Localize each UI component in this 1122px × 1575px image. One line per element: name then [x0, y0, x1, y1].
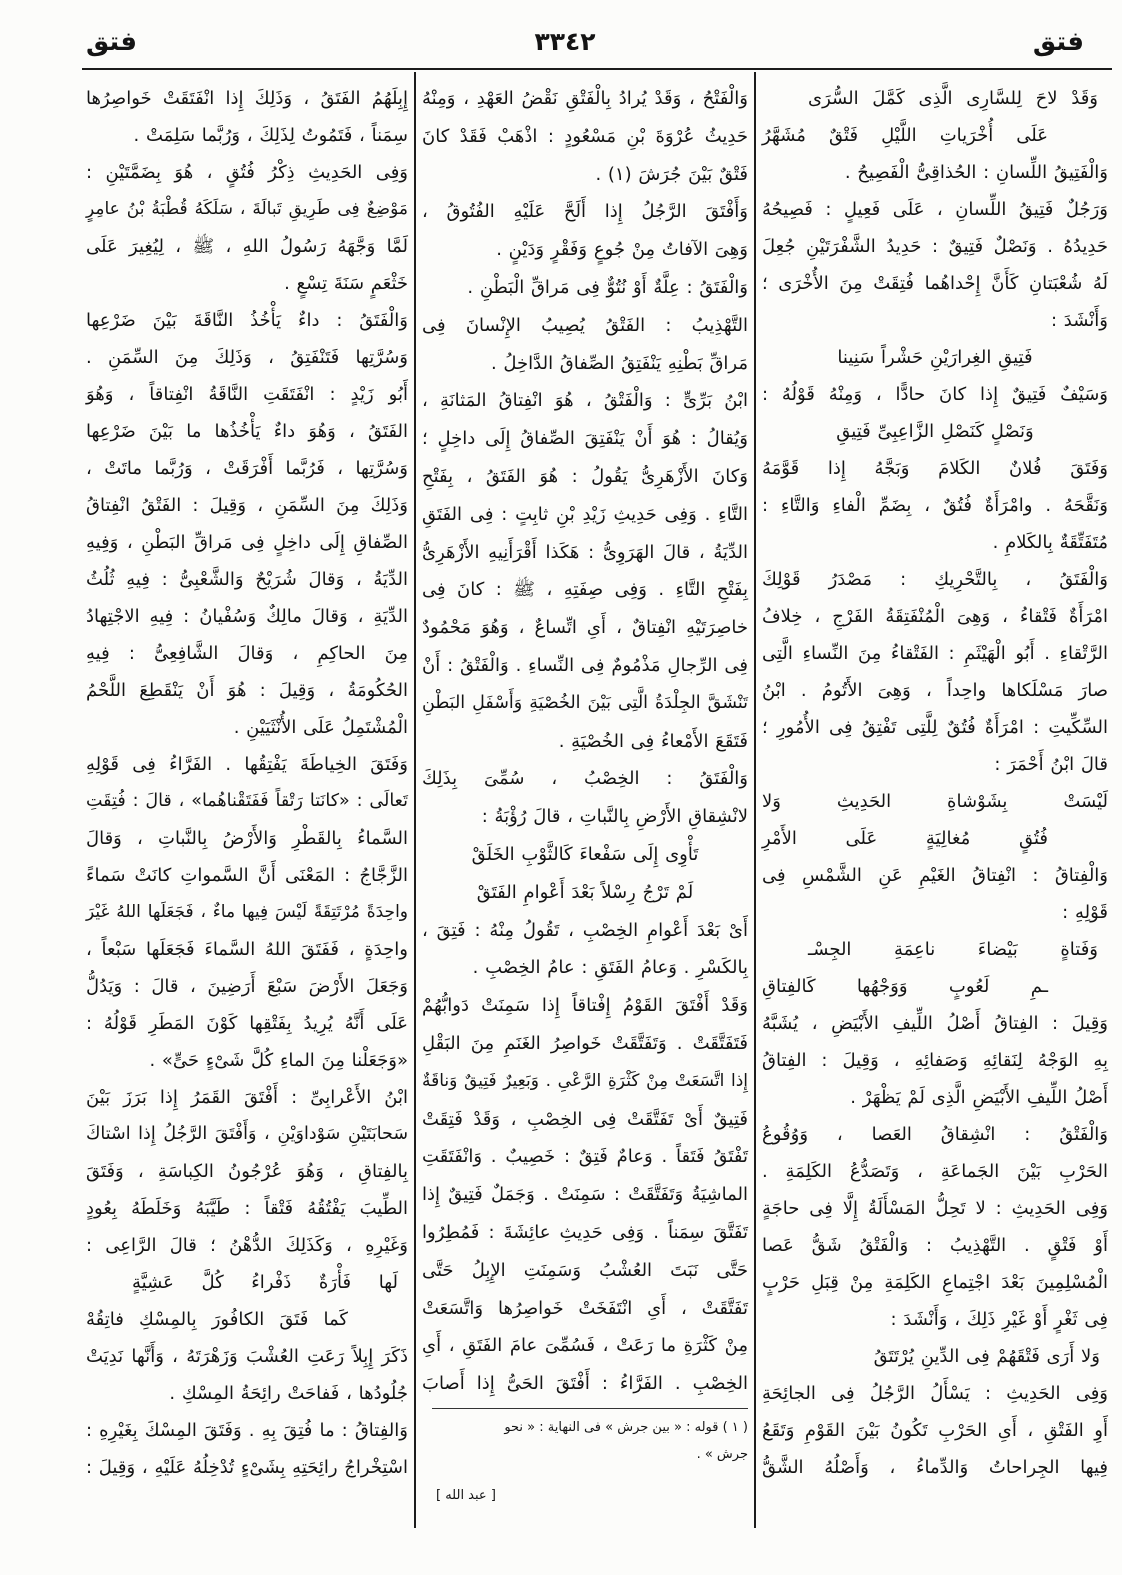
middle-column [422, 80, 748, 1403]
right-column-line: وَأَنْشَدَ : [1051, 310, 1108, 331]
footnote-rule [432, 1408, 748, 1409]
left-column-line: خَثْعَمٍ سَنَةَ تِسْعٍ . [284, 273, 408, 294]
middle-column-line: التَّاءِ . وَفِى حَدِيثِ زَيْدِ بْنِ ثابِتٍ : فِى الفَتَقِ [422, 503, 748, 525]
right-column-line: لَيْسَتْ بِشَوْشاةِ الحَدِيثِ وَلا [762, 791, 1108, 812]
middle-column-line: فَتَقَعَ الأَمْعاءُ فِى الخُصْيَةِ . [558, 730, 748, 752]
left-column-line: اسْتِخْراجُ رائِحَتِهِ بِشَىْءٍ تُدْخِلُهُ عَلَيْهِ ، وَقِيلَ : [86, 1457, 408, 1478]
middle-column-line: حَتَّى نَبَتَ العُشْبُ وَسَمِنَتِ الإِبِلُ حَتَّى [422, 1259, 748, 1281]
right-column-line: قالَ ابْنُ أَحْمَرَ : [994, 754, 1108, 775]
middle-column-line: وَهِىَ الآفاتُ مِنْ جُوعٍ وَفَقْرٍ وَدَيْنٍ . [496, 239, 748, 261]
left-column-line: جُلُودُها ، فَفاحَتْ رائِحَةُ المِسْكِ . [169, 1383, 408, 1404]
footnote [430, 1414, 748, 1468]
header-keyword-left: فتق [86, 27, 138, 57]
left-column-line: الْمُشْتَمِلُ عَلَى الأُنْثَيَيْنِ . [233, 717, 408, 738]
left-column-line: وَغَيْرِهِ ، وَكَذَلِكَ الدُّهْنُ ؛ قالَ الرَّاعِى : [86, 1235, 408, 1256]
left-column-line: وَالفِتاقُ : ما فُتِقَ بِهِ . وَفَتَقَ المِسْكَ بِغَيْرِهِ : [86, 1420, 408, 1441]
right-column-line: أَوْ فَتْقٍ . التَّهْذِيبُ : وَالْفَتْقُ شَقُّ عَصا [762, 1235, 1108, 1256]
page-number: ٣٣٤٢ [534, 27, 596, 56]
left-column-line: كَما فَتَقَ الكافُورَ بِالمِسْكِ فاتِقُهْ [86, 1309, 348, 1330]
right-column-line: وَالْفَتِيقُ اللِّسانِ : الحُذاقِىُّ الْفَصِيحُ . [844, 162, 1108, 183]
footnote-line: جرش » . [696, 1447, 748, 1462]
left-column-line: عَلَى أَنَّهُ يُرِيدُ بِفَتْقِها كَوْنَ المَطَرِ قَوْلُهُ : [86, 1013, 408, 1034]
right-column-line: وَفَتَقَ فُلانٌ الكَلامَ وَبَجَّهُ إِذا قَوَّمَهُ [762, 458, 1108, 479]
left-column-line: الدِّيَةِ ، وَقالَ مالِكٌ وَسُفْيانُ : فِيهِ الاجْتِهادُ [86, 606, 408, 627]
footnote-line: ( ١ ) قوله : « بين جرش » فى النهاية : « نحو [504, 1420, 748, 1435]
right-column-line: وَلا أَرَى فَتْقَهُمْ فِى الدِّينِ يُرْتَتَقُ [873, 1346, 1100, 1367]
right-column-line: مُتَفَتِّقَةٌ بِالكَلامِ . [992, 532, 1108, 553]
right-column-line: وَقِيلَ : الفِتاقُ أَصْلُ اللِّيفِ الأَبْيَضِ ، يُشَبَّهُ [762, 1013, 1108, 1034]
left-column-line: ابْنُ الأَعْرابِىِّ : أَفْتَقَ القَمَرُ إِذا بَرَزَ بَيْنَ [86, 1087, 408, 1108]
middle-column-line: فَتْقٌ بَيْنَ جُرَشَ (١) . [595, 163, 748, 185]
right-column-line: وَرَجُلٌ فَتِيقُ اللِّسانِ ، عَلَى فَعِيلٍ : فَصِيحُهُ [762, 199, 1108, 220]
left-column-line: مِنَ الحاكِمِ ، وَقالَ الشَّافِعِىُّ : فِيهِ [86, 643, 408, 664]
right-column-line: فِيها الجِراحاتُ وَالدِّماءُ ، وَأَصْلُهُ الشَّقُّ [762, 1457, 1108, 1478]
middle-column-line: الخِصْبِ . الفَرَّاءُ : أَفْتَقَ الحَىُّ إِذا أَصابَ [422, 1373, 748, 1395]
left-column-line: «وَجَعَلْنا مِنَ الماءِ كُلَّ شَىْءٍ حَىٍّ» . [149, 1050, 408, 1071]
middle-column-line: وَكانَ الأَزْهَرِىُّ يَقُولُ : هُوَ الفَتَقُ ، بِفَتْحِ [422, 465, 748, 487]
right-column-line: وَنَقَّحَهُ . وامْرَأَةٌ فُتُقٌ ، بِضَمِّ الْفاءِ وَالتَّاءِ : [762, 495, 1108, 516]
left-column-line: الصِّفاقِ إِلَى داخِلٍ فِى مَراقِّ البَطْنِ ، وَفِيهِ [86, 532, 408, 553]
middle-column-line: خاصِرَتَيْهِ انْفِتاقٌ ، أَىِ اتِّساعٌ ، وَهُوَ مَحْمُودٌ [422, 617, 748, 639]
middle-column-line: تَفْتَقُ فَتَقاً . وَعامٌ فَتِقٌ : خَصِيبٌ . وَانْفَتَقَتِ [422, 1146, 748, 1168]
right-column-line: الحَرْبِ بَيْنَ الجَماعَةِ ، وَتَصَدُّعُ الكَلِمَةِ . [762, 1161, 1108, 1182]
right-column-line: الرَّتْقاءِ . أَبُو الْهَيْثَمِ : الفَتْقاءُ مِنَ النِّساءِ الَّتِى [762, 643, 1108, 664]
left-column-line: الحُكُومَةُ ، وَقِيلَ : هُوَ أَنْ يَنْقَطِعَ اللَّحْمُ [86, 680, 408, 701]
right-column-line: بِهِ الوَجْهُ لِنَقائِهِ وَصَفائِهِ ، وَقِيلَ : الفِتاقُ [762, 1050, 1108, 1071]
middle-column-line: وَالْفَتْحُ ، وَقَدْ يُرادُ بِالْفَتْقِ نَقْضُ العَهْدِ ، وَمِنْهُ [422, 88, 748, 109]
middle-column-line: تَنْشَقَّ الجِلْدَةُ الَّتِى بَيْنَ الخُصْيَةِ وَأَسْفَلِ البَطْنِ [422, 692, 748, 713]
left-column-line: السَّماءُ بِالقَطْرِ وَالأَرْضُ بِالنَّباتِ ، وَقالَ [86, 828, 408, 849]
right-column-line: قَوْلِهِ : [1062, 902, 1108, 923]
middle-column-line: بِالكَسْرِ . وَعامُ الفَتَقِ : عامُ الخِصْبِ . [472, 957, 748, 979]
right-column-line: وَقَدْ لاحَ لِلسَّارِى الَّذِى كَمَّلَ السُّرَى [808, 88, 1098, 109]
right-column-line: ـمِ لَعُوبٍ وَوَجْهُها كَالفِتاقِ [762, 976, 1048, 997]
middle-column-line: الدِّيَةُ ، قالَ الهَرَوِىُّ : هَكَذا أَقْرَأَنِيهِ الأَزْهَرِىُّ [422, 541, 748, 563]
left-column-line: وَذَلِكَ مِنَ السِّمَنِ ، وَقِيلَ : الفَتْقُ انْفِتاقُ [86, 495, 408, 516]
left-column-line: إِبِلَهُمُ الفَتَقُ ، وَذَلِكَ إِذا انْفَتَقَتْ خَواصِرُها [86, 88, 408, 109]
right-column-line: وَفِى الحَدِيثِ : يَسْأَلُ الرَّجُلُ فِى الجائِحَةِ [762, 1383, 1108, 1404]
middle-column-line: لَمْ تَرْجُ رِسْلاً بَعْدَ أَعْوامِ الفَتَقْ [476, 881, 694, 903]
left-column-line: الطِّيبَ يَفْتُقُهُ فَتْقاً : طَيَّبَهُ وَخَلَطَهُ بِعُودٍ [86, 1198, 408, 1219]
middle-column-line: فَتِيقٌ أَىْ تَفَتَّقَتْ فِى الخِصْبِ ، وَقَدْ فَتِقَتْ [422, 1108, 748, 1130]
right-column-line: أَصْلُ اللِّيفِ الأَبْيَضِ الَّذِى لَمْ يَظْهَرْ . [850, 1087, 1108, 1108]
right-column-line: لَهُ شُعْبَتانِ كَأَنَّ إِحْداهُما فُتِقَتْ مِنَ الأُخْرَى ؛ [762, 273, 1108, 294]
middle-column-line: تَفَتَّقَتْ ، أَىِ انْتَفَخَتْ خَواصِرُها وَاتَّسَعَتْ [422, 1297, 748, 1319]
left-column-line: واحِدَةً مُرْتَتِقَةً لَيْسَ فِيها ماءٌ ، فَجَعَلَها اللهُ غَيْرَ [86, 902, 408, 922]
left-column-line: أَبُو زَيْدٍ : انْفَتَقَتِ النَّاقَةُ انْفِتاقاً ، وَهُوَ [86, 384, 408, 405]
header-rule [82, 68, 1112, 70]
middle-column-line: وَالْفَتَقُ : الخِصْبُ ، سُمِّىَ بِذَلِكَ [422, 768, 748, 790]
middle-column-line: وَيُقالُ : هُوَ أَنْ يَنْفَتِقَ الصِّفاقُ إِلَى داخِلٍ ؛ [422, 428, 748, 450]
left-column-line: لَها فَأْرَةٌ ذَفْراءُ كُلَّ عَشِيَّةٍ [132, 1272, 398, 1293]
right-column-line: وَالْفِتاقُ : انْفِتاقُ الغَيْمِ عَنِ الشَّمْسِ فِى [762, 865, 1108, 886]
left-column-line: ذَكَرَ إِبِلاً رَعَتِ العُشْبَ وَزَهْرَتَهُ ، وَأَنَّها نَدِيَتْ [86, 1346, 408, 1367]
middle-column-line: التَّهْذِيبُ : الفَتْقُ يُصِيبُ الإِنْسانَ فِى [422, 314, 748, 336]
right-column-line: عَلَى أُخْرَياتِ اللَّيْلِ فَتْقٌ مُشَهَّرُ [762, 125, 1048, 146]
right-column-line: صارَ مَسْلَكاها واحِداً ، وَهِىَ الأَتُومُ . ابْنُ [762, 680, 1108, 701]
left-column-line: سِمَناً ، فَتَمُوتُ لِذَلِكَ ، وَرُبَّما سَلِمَتْ . [133, 125, 408, 146]
right-column-line: فَتِيقِ الغِرارَيْنِ حَشْراً سَنِينا [837, 347, 1033, 368]
left-column-line: لَمَّا وَجَّهَهُ رَسُولُ اللهِ ، ﷺ ، لِيُغِيرَ عَلَى [86, 236, 408, 257]
middle-column-line: فَتَفَتَّقَتْ . وَتَفَتَّقَتْ خَواصِرُ الغَنَمِ مِنَ البَقْلِ [422, 1032, 748, 1054]
middle-column-line: بِفَتْحِ التَّاءِ . وَفِى صِفَتِهِ ، ﷺ : كانَ فِى [422, 579, 748, 601]
left-column-line: وَفَتَقَ الخِياطَةَ يَفْتِقُها . الفَرَّاءُ فِى قَوْلِهِ [86, 754, 408, 775]
right-column-line: وَالْفَتَقُ ، بِالتَّحْرِيكِ : مَصْدَرُ قَوْلِكَ [762, 569, 1108, 590]
right-column [762, 80, 1108, 1486]
left-column-line: الزَّجَّاجُ : المَعْنَى أَنَّ السَّمواتِ كانَتْ سَماءً [86, 865, 408, 886]
middle-column-line: وَالْفَتَقُ : عِلَّةٌ أَوْ نُتُوٌّ فِى مَراقِّ الْبَطْنِ . [467, 276, 748, 298]
left-column-line: مَوْضِعٌ فِى طَرِيقِ تَبالَةَ ، سَلَكَهُ قُطْبَةُ بْنُ عامِرٍ [86, 199, 408, 219]
middle-column-line: الماشِيَةُ وَتَفَتَّقَتْ : سَمِنَتْ . وَجَمَلٌ فَتِيقٌ إِذا [422, 1184, 748, 1206]
middle-column-line: لانْشِقاقِ الأَرْضِ بِالنَّباتِ ، قالَ رُؤْبَةُ : [481, 806, 748, 828]
left-column-line: وَسُرَّتِها ، فَرُبَّما أَفْرَقَتْ ، وَرُبَّما ماتَتْ ، [86, 458, 408, 479]
right-column-line: امْرَأَةٌ فَتْقاءُ ، وَهِىَ الْمُنْفَتِقَةُ الفَرْجِ ، خِلافُ [762, 606, 1108, 627]
middle-column-line: تَفَتَّقَ سِمَناً . وَفِى حَدِيثِ عائِشَةَ : فَمُطِرُوا [422, 1221, 748, 1243]
left-column-line: تَعالَى : «كانَتا رَتْقاً فَفَتَقْناهُما» ، قالَ : فُتِقَتِ [86, 791, 408, 811]
right-column-line: وَنَصْلٍ كَنَصْلِ الزَّاعِبِىِّ فَتِيقِ [836, 421, 1034, 442]
left-column-line: الفَتَقُ ، وَهُوَ داءٌ يَأْخُذُها ما بَيْنَ ضَرْعِها [86, 421, 408, 442]
middle-column-line: ابْنُ بَرِّىٍّ : وَالْفَتْقُ ، هُوَ انْفِتاقُ المَثانَةِ ، [422, 390, 748, 412]
right-column-line: وَسَيْفٌ فَتِيقٌ إِذا كانَ حادًّا ، وَمِنْهُ قَوْلُهُ : [762, 384, 1108, 405]
right-column-line: حَدِيدُهُ . وَنَصْلٌ فَتِيقٌ : حَدِيدُ الشَّفْرَتَيْنِ جُعِلَ [762, 236, 1108, 257]
right-column-line: وَفِى الحَدِيثِ : لا تَحِلُّ المَسْأَلَةُ إِلَّا فِى حاجَةٍ [762, 1198, 1108, 1219]
left-column [86, 80, 408, 1486]
column-divider-left [414, 72, 416, 1528]
middle-column-line: حَدِيثُ عُرْوَةَ بْنِ مَسْعُودٍ : اذْهَبْ فَقَدْ كانَ [422, 125, 748, 147]
middle-column-line: فِى الرِّجالِ مَذْمُومٌ فِى النِّساءِ . وَالْفَتْقُ : أَنْ [422, 654, 748, 676]
footnote-signature: [ عبد الله ] [436, 1488, 496, 1503]
middle-column-line: أَىْ بَعْدَ أَعْوامِ الخِصْبِ ، تَقُولُ مِنْهُ : فَتِقَ ، [422, 919, 748, 941]
middle-column-line: مَراقِّ بَطْنِهِ يَنْفَتِقُ الصِّفاقُ الدَّاخِلُ . [490, 352, 748, 374]
middle-column-line: وَأَفْتَقَ الرَّجُلُ إِذا أَلَحَّ عَلَيْهِ الفُتُوقُ ، [422, 201, 748, 223]
right-column-line: أَوِ الفَتْقِ ، أَىِ الحَرْبِ تَكُونُ بَيْنَ القَوْمِ وَتَقَعُ [762, 1420, 1108, 1441]
middle-column-line: إِذا اتَّسَعَتْ مِنْ كَثْرَةِ الرَّعْىِ . وَبَعِيرٌ فَتِيقٌ وَناقَةٌ [422, 1070, 748, 1091]
middle-column-line: مِنْ كَثْرَةِ ما رَعَتْ ، فَسُمِّىَ عامَ الفَتَقِ ، أَىِ [422, 1335, 748, 1357]
left-column-line: واحِدَةٍ ، فَفَتَقَ اللهُ السَّماءَ فَجَعَلَها سَبْعاً ، [86, 939, 408, 960]
column-divider-right [754, 72, 756, 1528]
right-column-line: فِى ثَغْرٍ أَوْ غَيْرِ ذَلِكَ ، وَأَنْشَدَ : [890, 1309, 1108, 1330]
right-column-line: وَفَتاةٍ بَيْضاءَ ناعِمَةِ الجِسْـ [808, 939, 1098, 960]
right-column-line: الْمُسْلِمِينَ بَعْدَ اجْتِماعِ الكَلِمَةِ مِنْ قِبَلِ حَرْبٍ [762, 1272, 1108, 1293]
right-column-line: السِّكِّيتِ : امْرَأَةٌ فُتُقٌ لِلَّتِى تَفْتِقُ فِى الأُمُورِ ؛ [762, 717, 1108, 738]
right-column-line: فُتُقٍ مُغالِيَةٍ عَلَى الأَمْرِ [762, 828, 1048, 849]
left-column-line: وَسُرَّتِها فَتَنْفَتِقُ ، وَذَلِكَ مِنَ السِّمَنِ . [86, 347, 408, 368]
middle-column-line: وَقَدْ أَفْتَقَ القَوْمُ إِفْتاقاً إِذا سَمِنَتْ دَوابُّهُمْ [422, 995, 748, 1017]
left-column-line: وَالْفَتَقُ : داءٌ يَأْخُذُ النَّاقَةَ بَيْنَ ضَرْعِها [86, 310, 408, 331]
left-column-line: سَحابَتَيْنِ سَوْداوَيْنِ ، وَأَفْتَقَ الرَّجُلُ إِذا اسْتاكَ [86, 1124, 408, 1144]
left-column-line: وَجَعَلَ الأَرْضَ سَبْعَ أَرَضِينَ ، قالَ : وَيَدُلُّ [86, 976, 408, 997]
left-column-line: وَفِى الحَدِيثِ ذِكْرُ فُتُقٍ ، هُوَ بِضَمَّتَيْنِ : [86, 162, 408, 183]
left-column-line: بِالفِتاقِ ، وَهُوَ عُرْجُونُ الكِباسَةِ ، وَفَتَقَ [86, 1161, 408, 1182]
middle-column-line: تَأْوِى إِلَى سَفْعاءَ كَالثَّوْبِ الخَلَقْ [471, 843, 699, 865]
right-column-line: وَالْفَتْقُ : انْشِقاقُ العَصا ، وَوُقُوعُ [762, 1124, 1108, 1145]
left-column-line: الدِّيَةُ ، وَقالَ شُرَيْحٌ وَالشَّعْبِىُّ : فِيهِ ثُلُثُ [86, 569, 408, 590]
header-keyword-right: فتق [1032, 27, 1084, 57]
